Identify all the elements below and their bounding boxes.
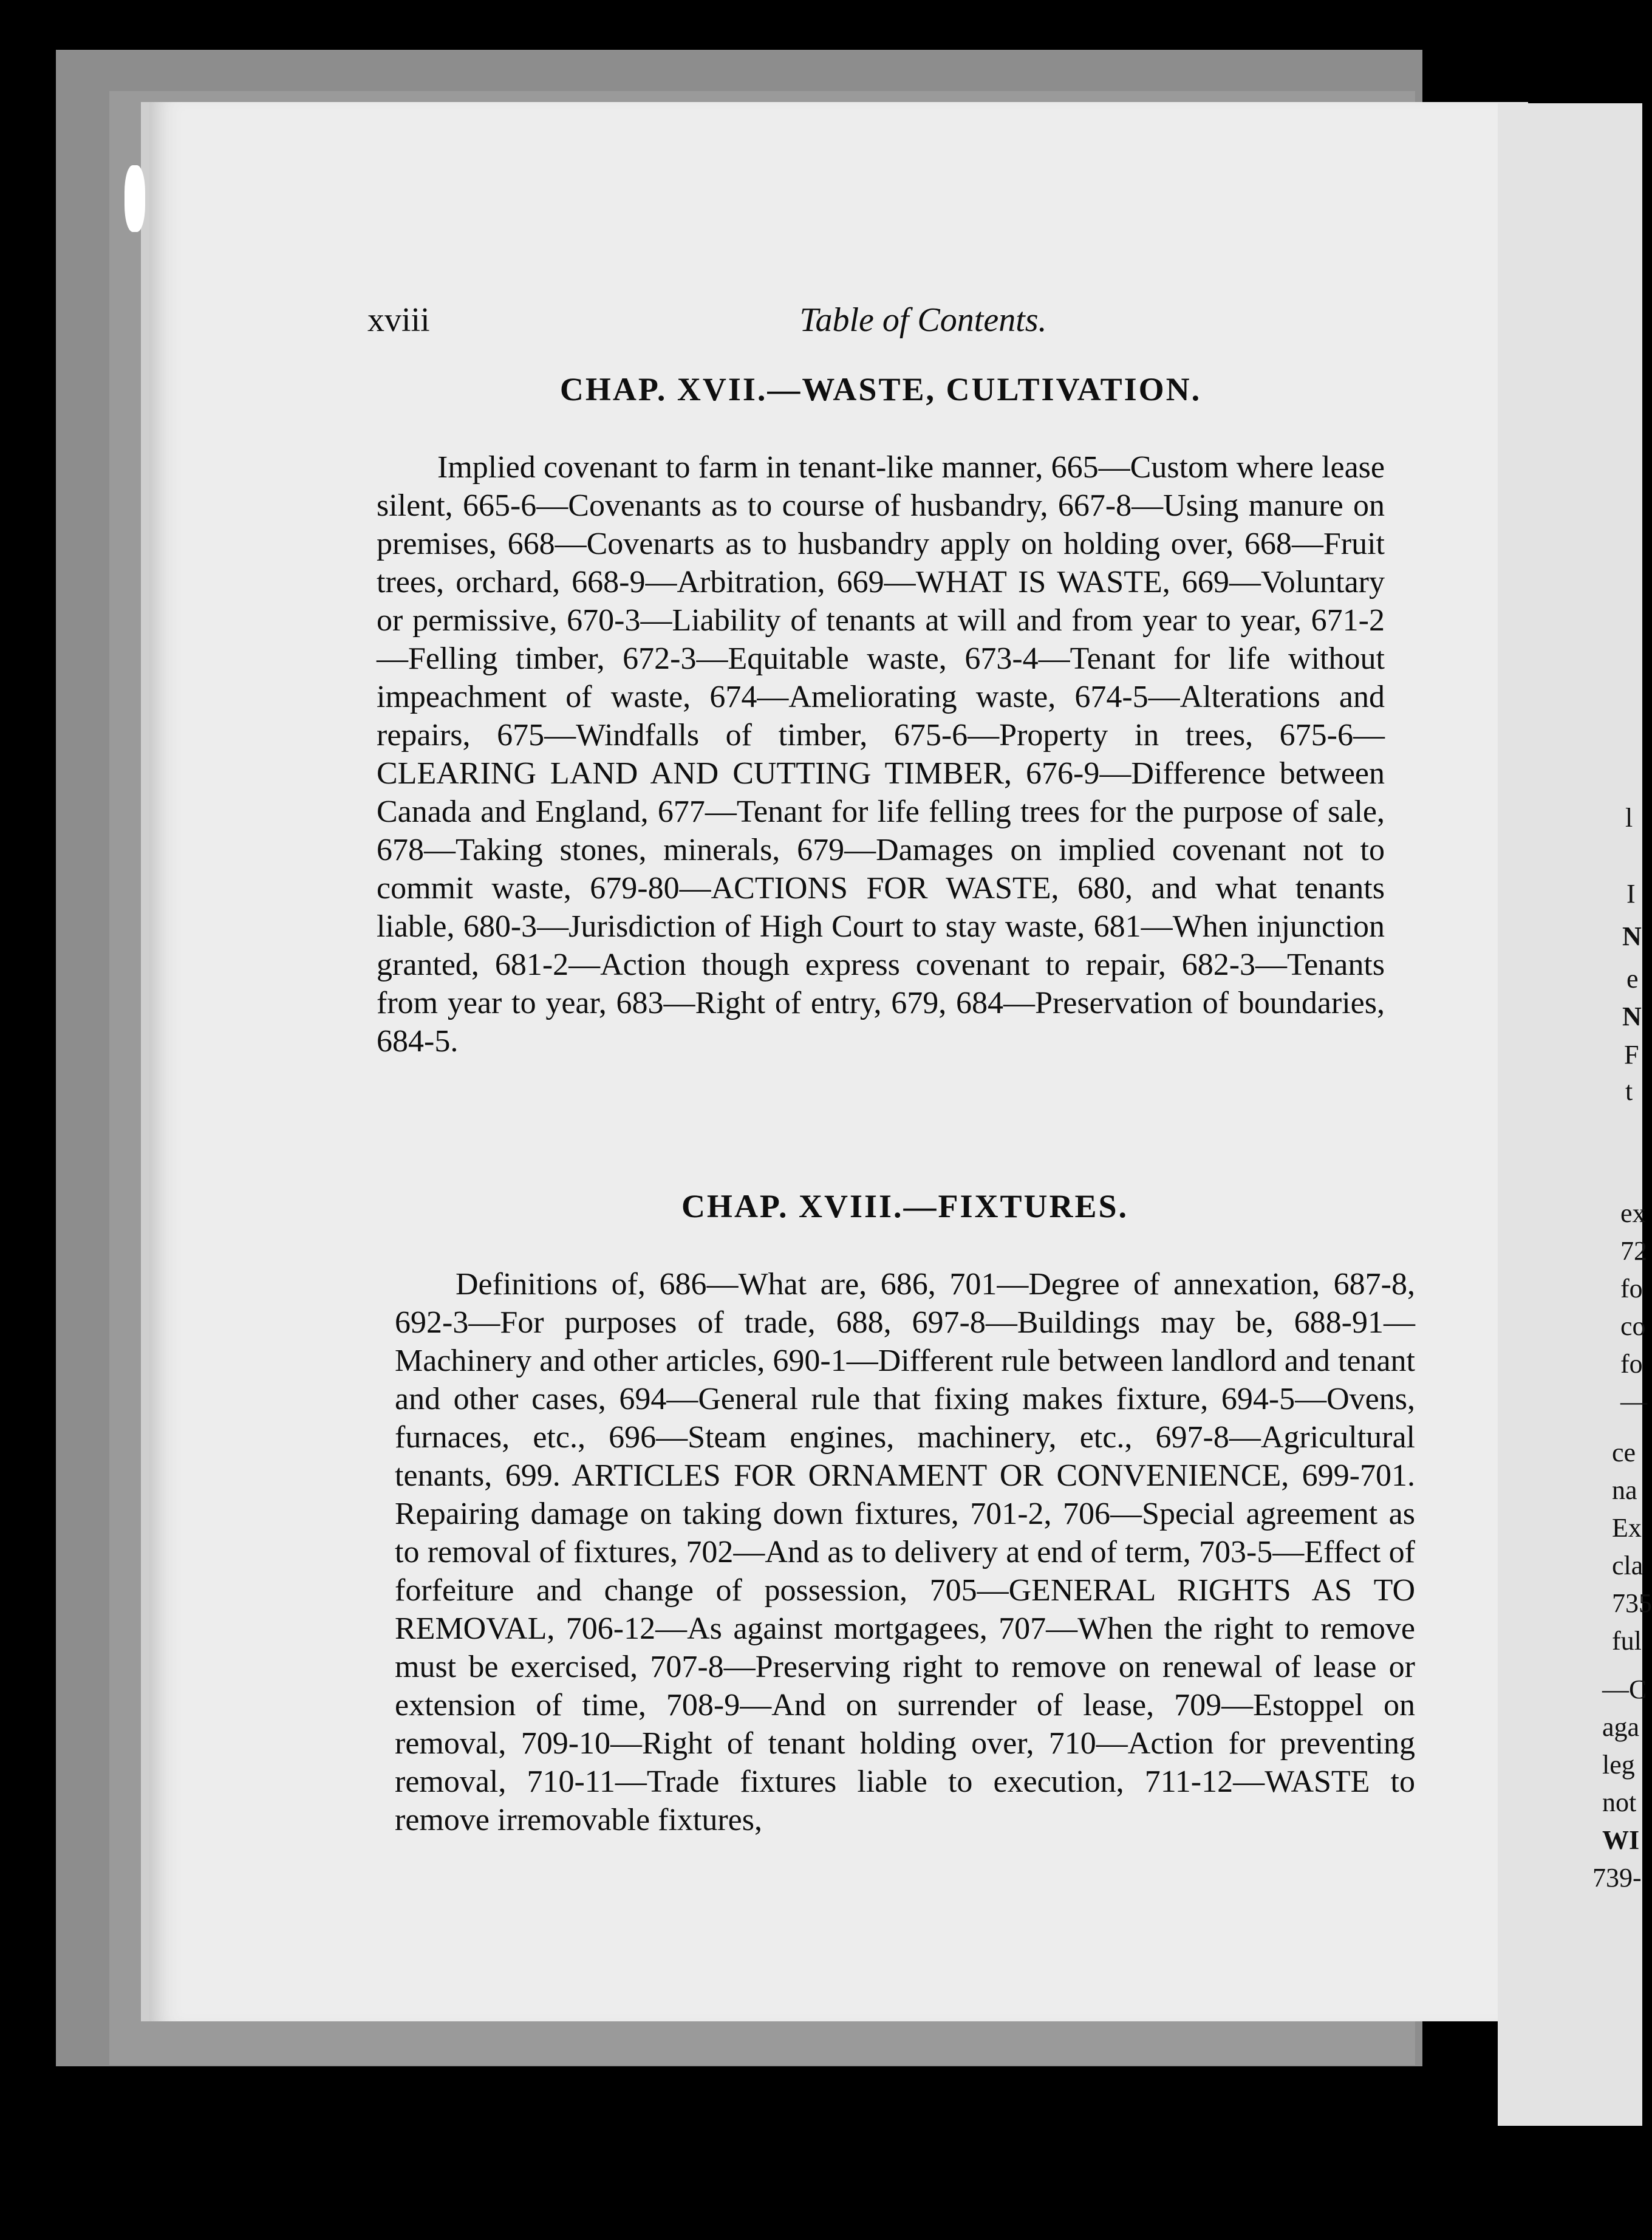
facing-page-fragment: F [1624, 1040, 1639, 1070]
facing-page-fragment: aga [1602, 1712, 1640, 1742]
chapter-heading: CHAP. XVIII.—FIXTURES. [681, 1188, 1129, 1224]
facing-page-fragment: not [1602, 1788, 1637, 1817]
page-number: xviii [367, 301, 430, 339]
chapter-body: Implied covenant to farm in tenant-like manner, 665—Custom where lease silent, 665-6—Covenants as to course of husbandry, 667-8—Using manure on premises, 668—Covenarts as to husbandry apply on holding over, 668—Fruit trees, orchard, 668-9—Arbitration, 669—WHAT IS WASTE, 669—Voluntary or permissive, 670-3—Liability of tenants at will and from year to year, 671-2—Felling timber, 672-3—Equitable waste, 673-4—Tenant for life without impeachment of waste, 674—Ameliorating waste, 674-5—Alterations and repairs, 675—Windfalls of timber, 675-6—Property in trees, 675-6—CLEARING LAND AND CUTTING TIMBER, 676-9—Difference between Canada and England, 677—Tenant for life felling trees for the purpose of sale, 678—Taking stones, minerals, 679—Damages on implied covenant not to commit waste, 679-80—ACTIONS FOR WASTE, 680, and what tenants liable, 680-3—Jurisdiction of High Court to stay waste, 681—When injunction granted, 681-2—Action though express covenant to repair, 682-3—Tenants from year to year, 683—Right of entry, 679, 684—Preservation of boundaries, 684-5. [377, 450, 1385, 1059]
facing-page [1498, 103, 1652, 2126]
running-head [367, 301, 1479, 343]
facing-page-fragment: Ex [1612, 1513, 1642, 1543]
facing-page-fragment: N [1622, 1002, 1642, 1031]
facing-page-fragment: —C [1602, 1675, 1647, 1704]
facing-page-fragment: ful [1612, 1626, 1642, 1656]
facing-page-fragment: I [1626, 879, 1636, 909]
facing-page-fragment: t [1625, 1076, 1633, 1106]
facing-page-fragment: leg [1602, 1750, 1635, 1780]
facing-page-fragment: cla [1612, 1551, 1643, 1580]
facing-page-fragment: 735 [1612, 1588, 1652, 1618]
running-title: Table of Contents. [799, 301, 1047, 339]
facing-page-fragment: 739- [1592, 1863, 1642, 1893]
facing-page-fragment: na [1612, 1475, 1637, 1505]
facing-page-fragment: N [1622, 921, 1642, 951]
facing-page-fragment: fo [1620, 1274, 1643, 1303]
facing-page-fragment: ce [1612, 1438, 1636, 1467]
facing-page-fragment: 72 [1620, 1236, 1647, 1266]
facing-page-fragment: fo [1620, 1349, 1643, 1379]
facing-page-fragment: — [1620, 1387, 1647, 1416]
facing-page-fragment: co [1620, 1311, 1646, 1341]
paper-tear-mark [125, 165, 145, 232]
chapter-body: Definitions of, 686—What are, 686, 701—Degree of annexation, 687-8, 692-3—For purposes of trade, 688, 697-8—Buildings may be, 688-91—Machinery and other articles, 690-1—Different rule between landlord and tenant and other cases, 694—General rule that fixing makes fixture, 694-5—Ovens, furnaces, etc., 696—Steam engines, machinery, etc., 697-8—Agricultural tenants, 699. ARTICLES FOR ORNAMENT OR CONVENIENCE, 699-701. Repairing damage on taking down fixtures, 701-2, 706—Special agreement as to removal of fixtures, 702—And as to delivery at end of term, 703-5—Effect of forfeiture and change of possession, 705—GENERAL RIGHTS AS TO REMOVAL, 706-12—As against mortgagees, 707—When the right to remove must be exercised, 707-8—Preserving right to remove on renewal of lease or extension of time, 708-9—And on surrender of lease, 709—Estoppel on removal, 709-10—Right of tenant holding over, 710—Action for preventing removal, 710-11—Trade fixtures liable to execution, 711-12—WASTE to remove irremovable fixtures, [395, 1267, 1415, 1837]
chapter-xvii [377, 370, 1385, 1060]
facing-page-fragment: WI [1602, 1825, 1640, 1855]
facing-page-fragment: e [1626, 964, 1639, 994]
chapter-xviii [395, 1187, 1415, 1839]
facing-page-fragment: l [1625, 803, 1633, 833]
chapter-heading: CHAP. XVII.—WASTE, CULTIVATION. [559, 371, 1202, 408]
facing-page-fragment: ex [1620, 1198, 1646, 1228]
